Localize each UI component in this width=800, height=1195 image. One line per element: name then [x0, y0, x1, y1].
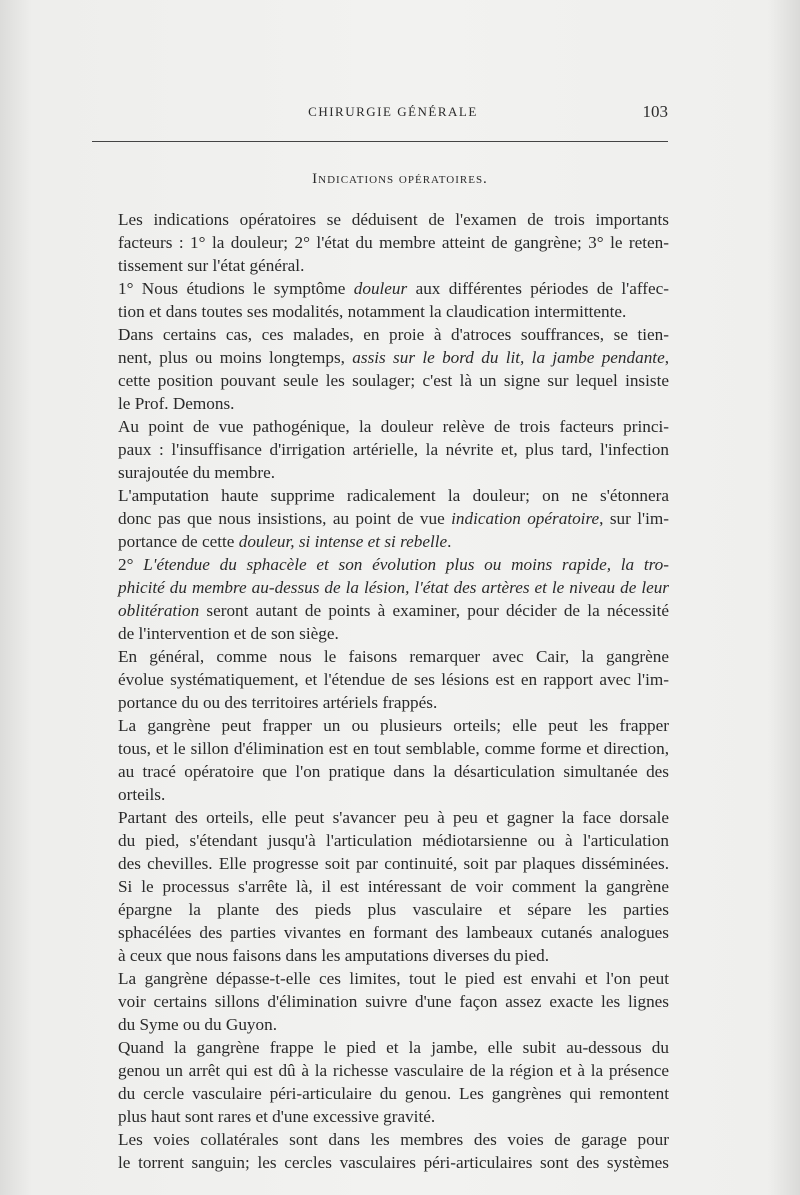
- text-line: du cercle vasculaire péri-articulaire du genou. Les gangrènes qui remontent: [118, 1084, 669, 1103]
- text-line: à ceux que nous faisons dans les amputations diverses du pied.: [118, 946, 550, 965]
- page-number: 103: [642, 102, 668, 121]
- text-line: La gangrène dépasse-t-elle ces limites, tout le pied est envahi et l'on peut: [118, 969, 669, 988]
- text-line: plus haut sont rares et d'une excessive gravité.: [118, 1107, 436, 1126]
- text-line: Quand la gangrène frappe le pied et la jambe, elle subit au-dessous du: [118, 1038, 669, 1057]
- header-rule: [92, 141, 668, 142]
- text-line: nent, plus ou moins longtemps, assis sur le bord du lit, la jambe pendante,: [118, 348, 669, 367]
- text-line: des chevilles. Elle progresse soit par continuité, soit par plaques disséminées.: [118, 854, 669, 873]
- text-line: Si le processus s'arrête là, il est intéressant de voir comment la gangrène: [118, 877, 669, 896]
- text-line: Les indications opératoires se déduisent de l'examen de trois importants: [118, 210, 669, 229]
- text-line: phicité du membre au-dessus de la lésion, l'état des artères et le niveau de leur: [118, 578, 669, 597]
- running-title: CHIRURGIE GÉNÉRALE: [308, 104, 478, 119]
- text-line: le Prof. Demons.: [118, 394, 235, 413]
- text-line: du Syme ou du Guyon.: [118, 1015, 277, 1034]
- text-line: L'amputation haute supprime radicalement la douleur; on ne s'étonnera: [118, 486, 669, 505]
- running-head: [118, 104, 668, 124]
- text-line: surajoutée du membre.: [118, 463, 276, 482]
- text-line: de l'intervention et de son siège.: [118, 624, 339, 643]
- text-line: Dans certains cas, ces malades, en proie à d'atroces souffrances, se tien-: [118, 325, 669, 344]
- text-line: Les voies collatérales sont dans les membres des voies de garage pour: [118, 1130, 669, 1149]
- text-line: tion et dans toutes ses modalités, notamment la claudication intermittente.: [118, 302, 627, 321]
- text-line: Partant des orteils, elle peut s'avancer peu à peu et gagner la face dorsale: [118, 808, 669, 827]
- text-line: épargne la plante des pieds plus vasculaire et sépare les parties: [118, 900, 669, 919]
- text-line: facteurs : 1° la douleur; 2° l'état du membre atteint de gangrène; 3° le reten-: [118, 233, 669, 252]
- text-line: Au point de vue pathogénique, la douleur relève de trois facteurs princi-: [118, 417, 669, 436]
- text-line: au tracé opératoire que l'on pratique dans la désarticulation simultanée des: [118, 762, 669, 781]
- text-line: oblitération seront autant de points à examiner, pour décider de la nécessité: [118, 601, 669, 620]
- text-line: le torrent sanguin; les cercles vasculaires péri-articulaires sont des systèmes: [118, 1153, 669, 1172]
- text-line: orteils.: [118, 785, 166, 804]
- body-text: [118, 208, 669, 1174]
- text-line: 1° Nous étudions le symptôme douleur aux différentes périodes de l'affec-: [118, 279, 670, 298]
- section-title: Indications opératoires.: [312, 171, 488, 187]
- text-line: cette position pouvant seule les soulager; c'est là un signe sur lequel insiste: [118, 371, 669, 390]
- text-line: paux : l'insuffisance d'irrigation artérielle, la névrite et, plus tard, l'infection: [118, 440, 669, 459]
- text-line: voir certains sillons d'élimination suivre d'une façon assez exacte les lignes: [118, 992, 669, 1011]
- text-line: portance de cette douleur, si intense et si rebelle.: [118, 532, 452, 551]
- text-line: La gangrène peut frapper un ou plusieurs orteils; elle peut les frapper: [118, 716, 669, 735]
- text-line: évolue systématiquement, et l'étendue de ses lésions est en rapport avec l'im-: [118, 670, 669, 689]
- text-line: 2° L'étendue du sphacèle et son évolution plus ou moins rapide, la tro-: [118, 555, 669, 574]
- text-line: sphacélées des parties vivantes en formant des lambeaux cutanés analogues: [118, 923, 669, 942]
- text-line: du pied, s'étendant jusqu'à l'articulation médiotarsienne ou à l'articulation: [118, 831, 669, 850]
- text-line: tissement sur l'état général.: [118, 256, 305, 275]
- text-line: donc pas que nous insistions, au point de vue indication opératoire, sur l'im-: [118, 509, 669, 528]
- text-line: portance du ou des territoires artériels frappés.: [118, 693, 438, 712]
- text-line: genou un arrêt qui est dû à la richesse vasculaire de la région et à la présence: [118, 1061, 669, 1080]
- text-line: En général, comme nous le faisons remarquer avec Cair, la gangrène: [118, 647, 669, 666]
- text-line: tous, et le sillon d'élimination est en tout semblable, comme forme et direction,: [118, 739, 669, 758]
